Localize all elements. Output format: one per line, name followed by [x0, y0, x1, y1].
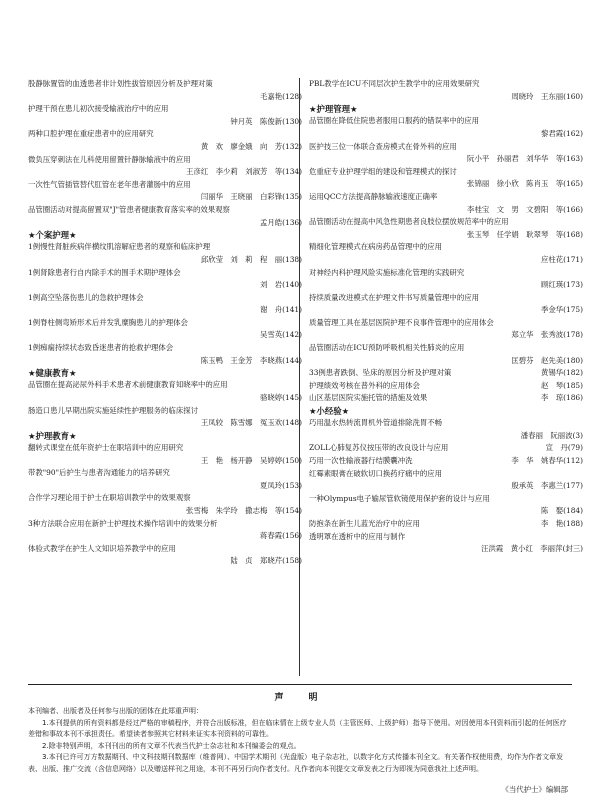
article-title: 红霉素眼膏在破软切口换药疗痛中的应用	[309, 468, 443, 478]
toc-entry[interactable]	[28, 317, 302, 342]
article-authors-page: 陈 娶(184)	[540, 506, 583, 516]
article-authors-page: 黎君霞(162)	[540, 128, 583, 138]
toc-entry[interactable]	[309, 417, 583, 442]
article-authors-page: 黄 欢 廖金娥 向 芳(132)	[200, 141, 302, 151]
toc-entry[interactable]	[309, 317, 583, 342]
article-title: 对神经内科护理风险实施标准化管理的实践研究	[309, 267, 465, 277]
article-title: 1例高空坠落伤患儿的急救护理体会	[28, 292, 144, 302]
toc-entry[interactable]	[28, 543, 302, 568]
article-title: 1例慢性肾脏疾病伴横纹肌溶解症患者的观察和临床护理	[28, 242, 211, 252]
article-title: 3种方法联合应用在新护士护理技术操作培训中的效果分析	[28, 518, 218, 528]
article-authors-page: 孟月皓(136)	[259, 217, 302, 227]
toc-entry[interactable]	[28, 204, 302, 229]
toc-entry[interactable]	[309, 442, 583, 455]
article-title: 巧用一次性输液器行结膜囊冲洗	[309, 456, 413, 466]
article-authors-page: 殷承英 李惠兰(177)	[511, 481, 583, 491]
toc-entry[interactable]	[28, 405, 302, 430]
article-title: 山区基层医院实施托管的措施及效果	[309, 393, 428, 403]
toc-entry[interactable]	[309, 468, 583, 493]
article-authors-page: 骆晓婷(145)	[259, 393, 302, 403]
section-divider	[28, 684, 572, 685]
article-title: 品管圈在提高泌尿外科手术患者术前健康教育知晓率中的应用	[28, 380, 228, 390]
toc-entry[interactable]	[28, 467, 302, 492]
toc-entry[interactable]	[309, 115, 583, 140]
toc-entry[interactable]	[309, 292, 583, 317]
article-authors-page: 王彦红 李少莉 刘淑芳 等(134)	[186, 167, 302, 177]
declaration-paragraph: 3.本刊已许可万方数据期刊、中文科技期刊数据库（维普网）、中国学术期刊（光盘版）电子杂志社，以数字化方式传播本刊全文。有关著作权使用费，均作为作者文章发表、出版、推广交流（含信息网络）以及赠送样刊之用途，本刊不再另行向作者支付。凡作者向本刊提交文章发表之行为即视为同意我社上述声明。	[28, 753, 564, 773]
toc-entry[interactable]	[28, 128, 302, 153]
article-title: 品管圈活动在ICU预防呼吸机相关性肺炎的应用	[309, 343, 465, 353]
toc-entry[interactable]	[309, 78, 583, 103]
section-heading: ★健康教育★	[28, 368, 77, 379]
article-title: 1例痴痫持续状态致昏迷患者的抢救护理体会	[28, 343, 174, 353]
article-title: ZOLL心肺复苏仪按压带的改良设计与应用	[309, 443, 449, 453]
article-authors-page: 陈玉鸭 王金芳 李晓燕(144)	[200, 355, 302, 365]
article-title: 翻转式课堂在低年资护士在职培训中的应用研究	[28, 443, 184, 453]
article-authors-page: 蒋春霞(156)	[259, 531, 302, 541]
article-authors-page: 吴雪英(142)	[259, 330, 302, 340]
contents-column-right	[309, 78, 583, 556]
article-title: PBL教学在ICU不同层次护生教学中的应用效果研究	[309, 79, 480, 88]
article-title: 质量管理工具在基层医院护理不良事件管理中的应用体会	[309, 317, 494, 327]
article-title: 透明罩在透析中的应用与制作	[309, 531, 406, 541]
article-authors-page: 黄锡华(182)	[540, 368, 583, 378]
article-authors-page: 王 艳 杨开静 吴婷婷(150)	[200, 455, 302, 465]
toc-entry[interactable]	[309, 267, 583, 292]
toc-entry[interactable]	[28, 179, 302, 204]
article-authors-page: 郑立华 张秀波(178)	[511, 330, 583, 340]
article-authors-page: 王凤较 陈雪娜 冤玉欢(148)	[200, 418, 302, 428]
article-title: 一次性气管插管替代肛管在老年患者灌肠中的应用	[28, 179, 191, 189]
article-title: 两种口腔护理在重症患者中的应用研究	[28, 129, 154, 139]
article-title: 33例患者跌倒、坠床的原因分析及护理对策	[309, 368, 452, 378]
toc-entry[interactable]	[28, 241, 302, 266]
toc-entry[interactable]	[309, 191, 583, 216]
article-authors-page: 匡碧芬 赵先美(180)	[511, 355, 583, 365]
toc-entry[interactable]	[28, 267, 302, 292]
article-title: 巧用温水热转流胃机外管道排除洗胃不畅	[309, 418, 443, 428]
article-authors-page: 邱欣莹 刘 莉 程 丽(138)	[200, 254, 302, 264]
article-authors-page: 李 琼(186)	[540, 393, 583, 403]
editorial-signature: 《当代护士》编辑部	[501, 785, 568, 794]
toc-entry[interactable]	[28, 518, 302, 543]
article-title: 危重症专业护理学组的建设和管理模式的探讨	[309, 166, 457, 176]
article-authors-page: 毛嘉艳(128)	[259, 91, 302, 101]
declaration-paragraph: 1.本刊提供的所有资料都是经过严格的审稿程序，并符合出版标准，但在临床情在上级专业人员（主管医师、上级护师）指导下使用。对因使用本刊资料而引起的任何医疗差错和事故本刊不承担责任。希望读者参照其它材料来证实本刊资料的可靠性。	[28, 718, 567, 739]
article-authors-page: 李 艳(188)	[540, 519, 583, 528]
article-authors-page: 张锦丽 徐小欣 陈肖玉 等(165)	[467, 179, 583, 189]
article-title: 1例脊柱侧弯矫形术后并发乳糜胸患儿的护理体会	[28, 317, 188, 327]
article-title: 运用QCC方法提高静脉输液速度正确率	[309, 191, 438, 201]
toc-entry[interactable]	[309, 216, 583, 241]
declaration-paragraph: 2.除非特别声明，本刊刊出的所有文章不代表当代护士杂志社和本刊编委会的观点。	[42, 741, 301, 750]
toc-entry[interactable]	[309, 493, 583, 518]
article-title: 微负压穿刺法在儿科使用留置针静脉输液中的应用	[28, 154, 191, 164]
article-authors-page: 李 华 姚春华(112)	[511, 456, 583, 466]
toc-entry[interactable]	[309, 166, 583, 191]
article-authors-page: 刘 岩(140)	[259, 280, 302, 290]
column-divider	[299, 78, 300, 676]
toc-entry[interactable]	[28, 292, 302, 317]
section-heading: ★护理教育★	[28, 430, 77, 441]
toc-entry[interactable]	[309, 367, 583, 380]
toc-entry[interactable]	[28, 442, 302, 467]
toc-entry[interactable]	[309, 141, 583, 166]
toc-entry[interactable]	[28, 78, 302, 103]
toc-entry[interactable]	[309, 531, 583, 556]
article-authors-page: 张雪梅 朱学玲 撒志梅 等(154)	[186, 506, 302, 516]
article-authors-page: 潘春丽 阮丽波(3)	[520, 430, 583, 440]
article-authors-page: 汪洪霞 黄小红 李丽萍(封三)	[481, 544, 583, 554]
toc-entry[interactable]	[28, 154, 302, 179]
declaration-title: 声 明	[274, 693, 326, 703]
article-title: 肠造口患儿早期出院实施延续性护理服务的临床探讨	[28, 405, 198, 415]
article-title: 带教"90"后护生与患者沟通能力的培养研究	[28, 468, 170, 478]
section-heading: ★个案护理★	[28, 230, 77, 241]
toc-entry[interactable]	[309, 380, 583, 393]
article-title: 防抱条在新生儿蓝光治疗中的应用	[309, 519, 420, 528]
article-authors-page: 谢 舟(141)	[259, 305, 302, 315]
article-authors-page: 李桂宝 文 男 文碧阳 等(166)	[467, 204, 583, 214]
article-title: 护理干预在患儿初次接受输液治疗中的应用	[28, 104, 169, 114]
toc-entry[interactable]	[309, 518, 583, 531]
toc-entry[interactable]	[309, 342, 583, 367]
contents-column-left	[28, 78, 302, 568]
toc-entry[interactable]	[28, 342, 302, 367]
article-authors-page: 闫丽华 王晓丽 白彩锋(135)	[200, 192, 302, 202]
toc-entry[interactable]	[309, 241, 583, 266]
article-authors-page: 宣 丹(79)	[545, 443, 583, 453]
article-title: 品管圈活动对提高留置双"J"管患者健康教育落实率的效果观察	[28, 204, 230, 214]
article-title: 持续质量改进模式在护理文件书写质量管理中的应用	[309, 292, 479, 302]
article-title: 品管圈在降低住院患者服用口服药的错误率中的应用	[309, 116, 479, 126]
article-authors-page: 应柱花(171)	[540, 254, 583, 264]
toc-entry[interactable]	[28, 379, 302, 404]
article-authors-page: 周晓玲 王东丽(160)	[511, 91, 583, 101]
article-authors-page: 陆 贞 郑晓芹(158)	[230, 556, 302, 566]
article-title: 股静脉置管的血透患者非计划性拔管原因分析及护理对策	[28, 79, 213, 88]
article-title: 一种Olympus电子输尿管软镜使用保护套的设计与应用	[309, 493, 490, 503]
article-authors-page: 阮小平 孙丽君 刘华华 等(163)	[467, 154, 583, 164]
article-authors-page: 顾红瑛(173)	[540, 280, 583, 290]
article-authors-page: 钟月英 陈俊新(130)	[230, 116, 302, 126]
toc-entry[interactable]	[309, 455, 583, 468]
article-title: 体验式教学在护生人文知识培养教学中的应用	[28, 543, 176, 553]
article-title: 医护技三位一体联合查房模式在骨外科的应用	[309, 141, 457, 151]
article-title: 护理绩效考核在普外科的应用体会	[309, 380, 420, 390]
article-authors-page: 夏凤玲(153)	[259, 480, 302, 490]
declaration-body	[28, 706, 572, 776]
section-heading: ★小经验★	[309, 406, 350, 417]
article-title: 精细化管理模式在病房药品管理中的应用	[309, 242, 443, 252]
article-authors-page: 季金华(175)	[540, 305, 583, 315]
section-heading: ★护理管理★	[309, 104, 358, 115]
article-title: 1例肾除患者行自内除手术的围手术期护理体会	[28, 267, 181, 277]
toc-entry[interactable]	[28, 103, 302, 128]
toc-entry[interactable]	[28, 492, 302, 517]
declaration-paragraph: 本刊编者、出版者及任何参与出版的团体在此郑重声明：	[28, 707, 203, 715]
article-authors-page: 张玉琴 任学娟 耿翠琴 等(168)	[467, 229, 583, 239]
toc-entry[interactable]	[309, 392, 583, 405]
article-title: 合作学习理论用于护士在职培训教学中的效果观察	[28, 493, 191, 503]
article-title: 品管圈活动在提高中风急性期患者良肢位摆放规范率中的应用	[309, 217, 509, 227]
article-authors-page: 赵 琴(185)	[540, 380, 583, 390]
